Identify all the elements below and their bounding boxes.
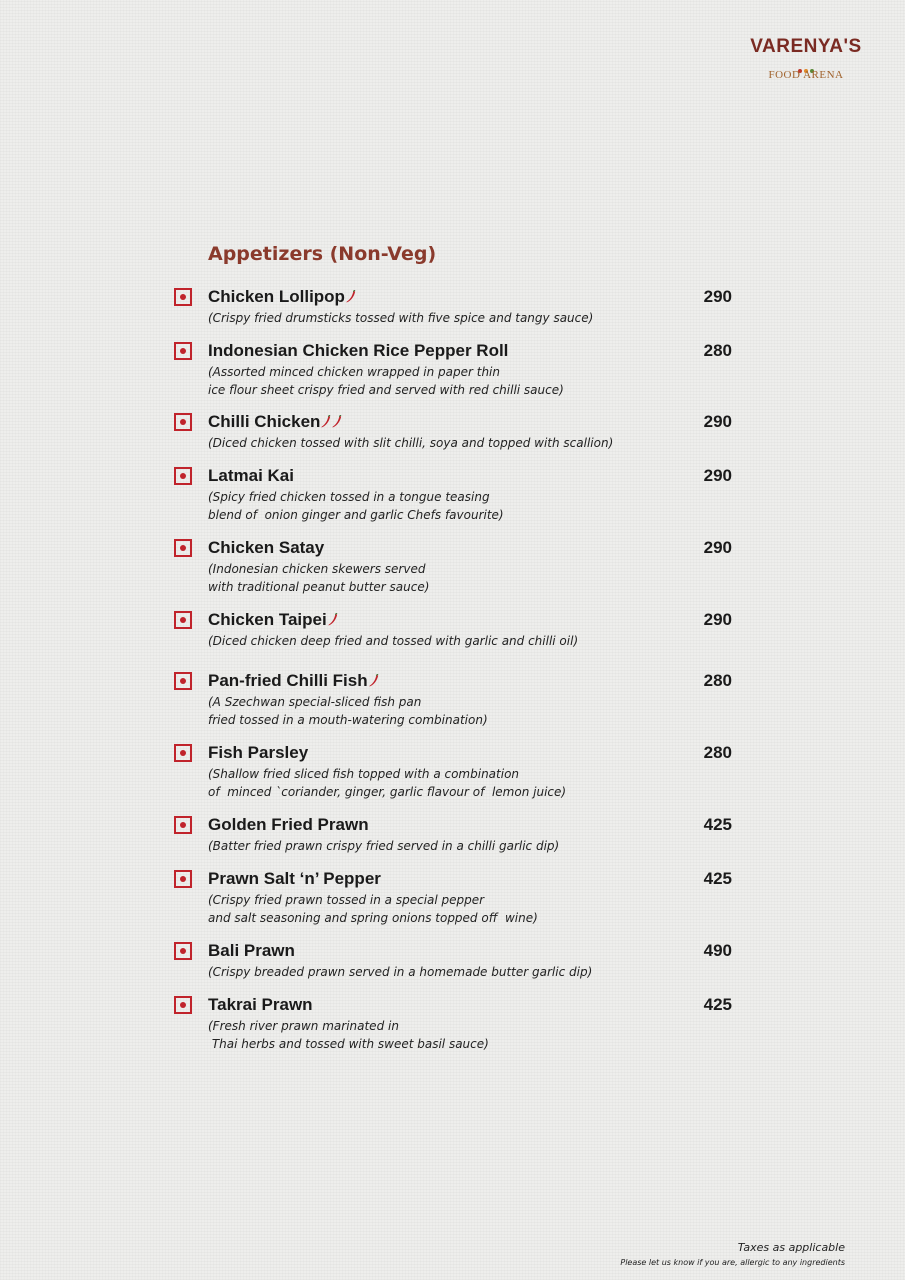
item-name (208, 995, 313, 1015)
item-name-text: Takrai Prawn (208, 995, 313, 1014)
item-price: 280 (703, 671, 732, 690)
item-description: (Fresh river prawn marinated in Thai herbs and tossed with sweet basil sauce) (208, 1019, 489, 1051)
item-name-text: Chilli Chicken (208, 412, 321, 431)
item-description: (Indonesian chicken skewers served with traditional peanut butter sauce) (208, 562, 430, 594)
item-description: (Crispy fried prawn tossed in a special pepper and salt seasoning and spring onions topped off wine) (208, 893, 538, 925)
item-name (208, 412, 342, 432)
non-veg-mark-icon (174, 413, 192, 431)
non-veg-mark-icon (174, 467, 192, 485)
brand-dots (741, 60, 871, 68)
item-price: 280 (703, 341, 732, 360)
item-name-text: Golden Fried Prawn (208, 815, 369, 834)
item-price: 290 (703, 466, 732, 485)
item-name-text: Chicken Satay (208, 538, 325, 557)
item-name (208, 671, 379, 691)
brand-logo (741, 36, 871, 81)
item-name-text: Fish Parsley (208, 743, 309, 762)
item-name-text: Latmai Kai (208, 466, 294, 485)
chili-icon (321, 413, 331, 426)
item-name (208, 538, 324, 558)
item-price: 290 (703, 538, 732, 557)
item-price: 425 (703, 815, 732, 834)
item-price: 425 (703, 995, 732, 1014)
item-description: (Diced chicken deep fried and tossed with garlic and chilli oil) (208, 634, 579, 648)
item-description: (Crispy fried drumsticks tossed with five spice and tangy sauce) (208, 311, 594, 325)
non-veg-mark-icon (174, 539, 192, 557)
item-name (208, 815, 369, 835)
item-name (208, 941, 295, 961)
item-description: (Shallow fried sliced fish topped with a combination of minced `coriander, ginger, garlic flavour of lemon juice) (208, 767, 567, 799)
item-name-text: Indonesian Chicken Rice Pepper Roll (208, 341, 509, 360)
item-name-text: Bali Prawn (208, 941, 295, 960)
taxes-note: Taxes as applicable (737, 1241, 845, 1254)
item-name-text: Chicken Lollipop (208, 287, 345, 306)
item-name (208, 341, 508, 361)
item-name (208, 287, 356, 307)
item-description: (Spicy fried chicken tossed in a tongue teasing blend of onion ginger and garlic Chefs favourite) (208, 490, 504, 522)
brand-name: VARENYA'S (750, 36, 862, 57)
item-price: 290 (703, 610, 732, 629)
chili-icon (346, 288, 356, 301)
item-price: 290 (703, 412, 732, 431)
item-name-text: Pan-fried Chilli Fish (208, 671, 368, 690)
item-name (208, 743, 308, 763)
item-description: (Batter fried prawn crispy fried served in a chilli garlic dip) (208, 839, 560, 853)
item-description: (Diced chicken tossed with slit chilli, soya and topped with scallion) (208, 436, 614, 450)
item-name (208, 869, 381, 889)
non-veg-mark-icon (174, 870, 192, 888)
item-name-text: Chicken Taipei (208, 610, 327, 629)
item-name-text: Prawn Salt ‘n’ Pepper (208, 869, 381, 888)
item-price: 280 (703, 743, 732, 762)
chili-icon (328, 611, 338, 624)
allergy-note: Please let us know if you are, allergic to any ingredients (620, 1258, 845, 1267)
section-title: Appetizers (Non-Veg) (208, 243, 437, 265)
item-description: (Crispy breaded prawn served in a homemade butter garlic dip) (208, 965, 593, 979)
item-description: (Assorted minced chicken wrapped in paper thin ice flour sheet crispy fried and served with red chilli sauce) (208, 365, 564, 397)
item-name (208, 466, 294, 486)
item-name (208, 610, 338, 630)
item-price: 290 (703, 287, 732, 306)
item-price: 425 (703, 869, 732, 888)
non-veg-mark-icon (174, 942, 192, 960)
brand-subtitle: FOOD ARENA (768, 69, 844, 81)
non-veg-mark-icon (174, 816, 192, 834)
non-veg-mark-icon (174, 611, 192, 629)
non-veg-mark-icon (174, 996, 192, 1014)
chili-icon (369, 672, 379, 685)
non-veg-mark-icon (174, 288, 192, 306)
item-description: (A Szechwan special-sliced fish pan fried tossed in a mouth-watering combination) (208, 695, 488, 727)
item-price: 490 (703, 941, 732, 960)
non-veg-mark-icon (174, 744, 192, 762)
chili-icon (332, 413, 342, 426)
non-veg-mark-icon (174, 342, 192, 360)
non-veg-mark-icon (174, 672, 192, 690)
